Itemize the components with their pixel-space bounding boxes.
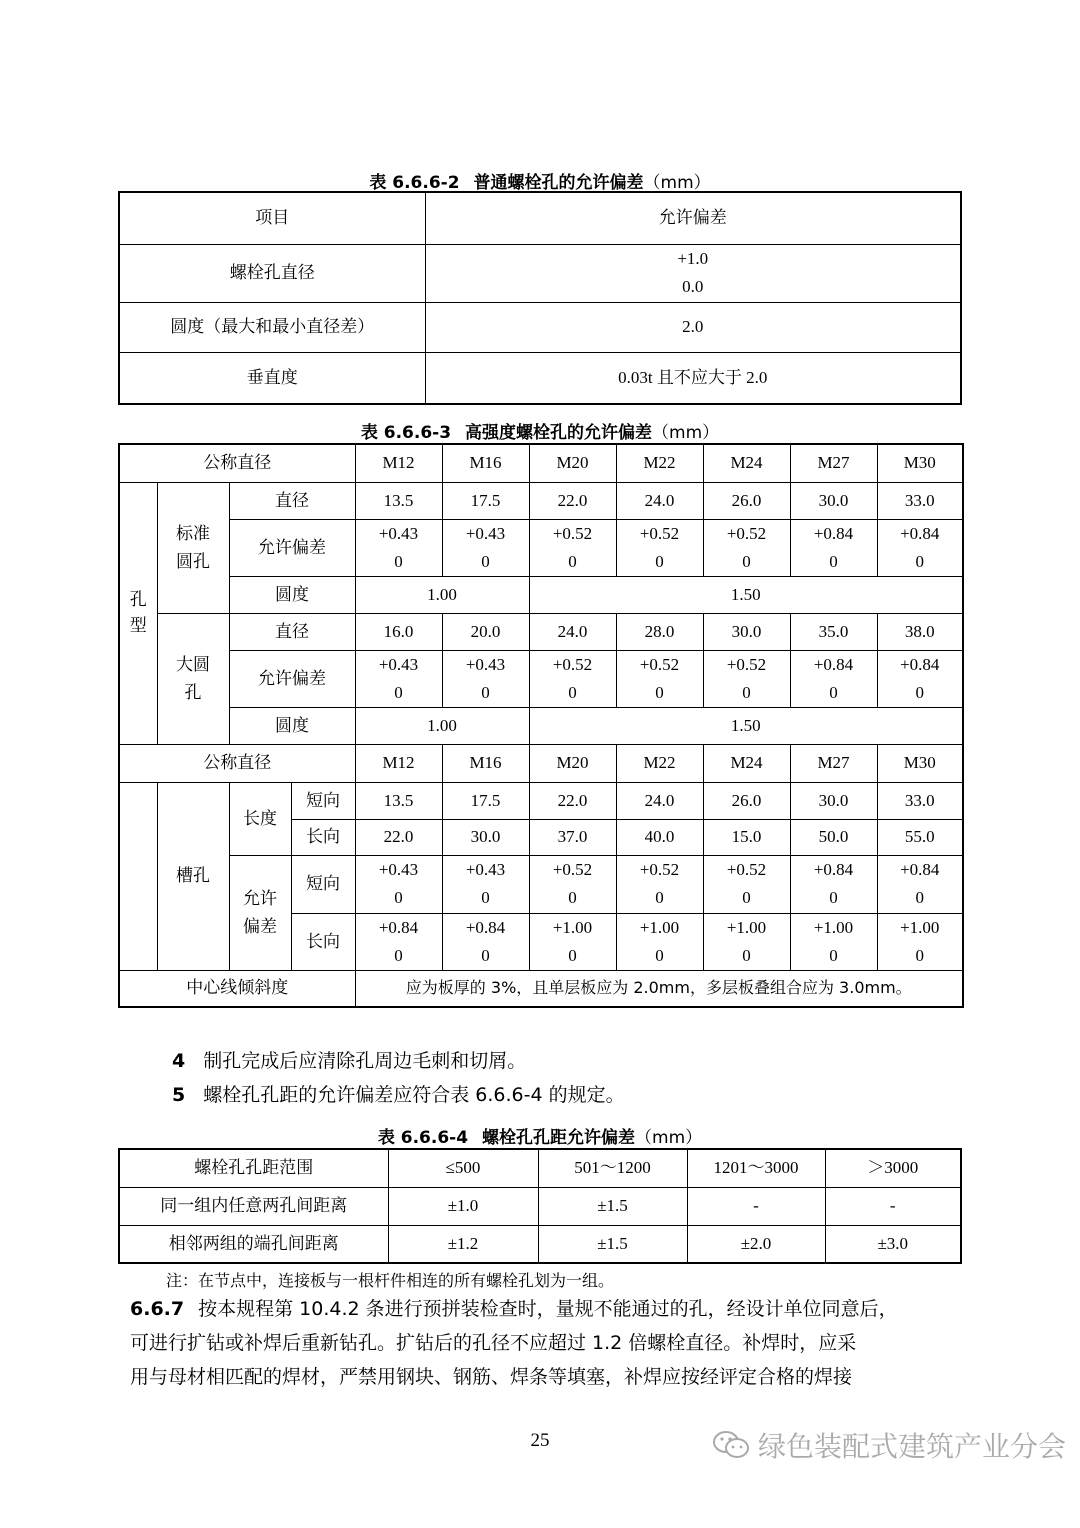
section-line-3: 用与母材相匹配的焊材，严禁用钢块、钢筋、焊条等填塞，补焊应按经评定合格的焊接 (130, 1366, 853, 1388)
table-row (119, 707, 963, 744)
size-cell: M27 (790, 744, 877, 782)
row-item: 垂直度 (119, 352, 425, 404)
tol-cell: +0.52 0 (616, 519, 703, 576)
tol-cell: +0.52 0 (703, 650, 790, 707)
table-6-6-6-3 (118, 443, 964, 1008)
table-note: 注：在节点中，连接板与一根杆件相连的所有螺栓孔划为一组。 (166, 1271, 615, 1290)
tol-cell: +1.00 0 (877, 913, 963, 970)
short-label: 短向 (291, 782, 355, 819)
table-row (119, 650, 963, 707)
table-row (119, 782, 963, 819)
tol-cell: +0.43 0 (442, 650, 529, 707)
table-row (119, 970, 963, 1007)
tol-cell: +0.84 0 (790, 855, 877, 913)
table-row (119, 576, 963, 613)
paragraph-4: 4 制孔完成后应清除孔周边毛刺和切屑。 (172, 1050, 527, 1072)
size-cell: M22 (616, 444, 703, 482)
tol-cell: +0.52 0 (616, 650, 703, 707)
tol-cell: +0.84 0 (790, 519, 877, 576)
section-line-2: 可进行扩钻或补焊后重新钻孔。扩钻后的孔径不应超过 1.2 倍螺栓直径。补焊时，应采 (130, 1332, 857, 1354)
value-cell: 20.0 (442, 613, 529, 650)
value-cell: 37.0 (529, 819, 616, 855)
header-cell: 501～1200 (538, 1149, 687, 1187)
header-cell: ≤500 (388, 1149, 538, 1187)
watermark (712, 1425, 1066, 1465)
tol-cell: +0.43 0 (442, 519, 529, 576)
section-6-6-7 (130, 1292, 956, 1394)
tol-cell: +0.84 0 (877, 650, 963, 707)
size-cell: M30 (877, 444, 963, 482)
centerline-value: 应为板厚的 3%，且单层板应为 2.0mm，多层板叠组合应为 3.0mm。 (355, 970, 963, 1007)
value-cell: - (825, 1187, 961, 1225)
table-row (119, 244, 961, 302)
table-header-row (119, 192, 961, 244)
section-line-1: 6.6.7 按本规程第 10.4.2 条进行预拼装检查时，量规不能通过的孔，经设计单位同意后， (130, 1298, 898, 1320)
table-caption-6-6-6-4: 表 6.6.6-4 螺栓孔孔距允许偏差（mm） (377, 1128, 703, 1148)
nominal-header-row (119, 444, 963, 482)
row-label: 同一组内任意两孔间距离 (119, 1187, 388, 1225)
tol-cell: +1.00 0 (703, 913, 790, 970)
value-cell: 22.0 (529, 782, 616, 819)
hole-type-label: 孔型 (119, 482, 157, 744)
tol-cell: +0.52 0 (616, 855, 703, 913)
row-value: 2.0 (425, 302, 961, 352)
slot-blank-cell (119, 782, 157, 970)
value-cell: ±2.0 (687, 1225, 825, 1263)
row-item: 螺栓孔直径 (119, 244, 425, 302)
tol-cell: +0.52 0 (529, 519, 616, 576)
long-label: 长向 (291, 913, 355, 970)
value-cell: 24.0 (616, 482, 703, 519)
tol-cell: +0.52 0 (529, 650, 616, 707)
diameter-label: 直径 (229, 613, 355, 650)
value-cell: 13.5 (355, 782, 442, 819)
value-cell: 26.0 (703, 482, 790, 519)
slot-tolerance-label: 允许偏差 (229, 855, 291, 970)
value-cell: 33.0 (877, 782, 963, 819)
page-number: 25 (530, 1430, 550, 1451)
roundness-value: 1.00 (355, 576, 529, 613)
value-cell: 30.0 (790, 482, 877, 519)
tol-cell: +0.43 0 (355, 855, 442, 913)
value-cell: 30.0 (790, 782, 877, 819)
row-label: 相邻两组的端孔间距离 (119, 1225, 388, 1263)
header-item: 项目 (119, 192, 425, 244)
value-cell: 16.0 (355, 613, 442, 650)
watermark-text: 绿色装配式建筑产业分会 (758, 1430, 1067, 1463)
table-caption-6-6-6-3: 表 6.6.6-3 高强度螺栓孔的允许偏差（mm） (360, 423, 720, 443)
value-cell: ±1.0 (388, 1187, 538, 1225)
row-value: +1.0 0.0 (425, 244, 961, 302)
size-cell: M16 (442, 444, 529, 482)
table-row (119, 613, 963, 650)
size-cell: M24 (703, 444, 790, 482)
value-cell: 13.5 (355, 482, 442, 519)
value-cell: 22.0 (529, 482, 616, 519)
tol-cell: +0.84 0 (877, 855, 963, 913)
value-cell: 28.0 (616, 613, 703, 650)
header-cell: ＞3000 (825, 1149, 961, 1187)
value-cell: 22.0 (355, 819, 442, 855)
size-cell: M24 (703, 744, 790, 782)
header-tolerance: 允许偏差 (425, 192, 961, 244)
table-row (119, 1187, 961, 1225)
nominal-header-row (119, 744, 963, 782)
value-cell: - (687, 1187, 825, 1225)
value-cell: 24.0 (529, 613, 616, 650)
value-cell: 35.0 (790, 613, 877, 650)
tol-cell: +1.00 0 (790, 913, 877, 970)
header-cell: 螺栓孔孔距范围 (119, 1149, 388, 1187)
nominal-label: 公称直径 (119, 444, 355, 482)
tol-cell: +0.52 0 (703, 855, 790, 913)
nominal-label: 公称直径 (119, 744, 355, 782)
tol-cell: +1.00 0 (616, 913, 703, 970)
roundness-label: 圆度 (229, 576, 355, 613)
size-cell: M20 (529, 744, 616, 782)
length-label: 长度 (229, 782, 291, 855)
value-cell: 38.0 (877, 613, 963, 650)
short-label: 短向 (291, 855, 355, 913)
value-cell: 24.0 (616, 782, 703, 819)
long-label: 长向 (291, 819, 355, 855)
roundness-value: 1.50 (529, 707, 963, 744)
value-cell: 30.0 (703, 613, 790, 650)
wechat-icon (712, 1429, 750, 1461)
value-cell: 17.5 (442, 782, 529, 819)
large-hole-label: 大圆孔 (157, 613, 229, 744)
table-row (119, 855, 963, 913)
value-cell: 40.0 (616, 819, 703, 855)
value-cell: 17.5 (442, 482, 529, 519)
tol-cell: +0.43 0 (355, 650, 442, 707)
tol-cell: +0.52 0 (703, 519, 790, 576)
paragraph-5: 5 螺栓孔孔距的允许偏差应符合表 6.6.6-4 的规定。 (172, 1084, 625, 1106)
size-cell: M12 (355, 444, 442, 482)
value-cell: ±1.2 (388, 1225, 538, 1263)
value-cell: 26.0 (703, 782, 790, 819)
tol-cell: +0.43 0 (355, 519, 442, 576)
roundness-value: 1.50 (529, 576, 963, 613)
roundness-label: 圆度 (229, 707, 355, 744)
table-caption-6-6-6-2: 表 6.6.6-2 普通螺栓孔的允许偏差（mm） (369, 173, 711, 193)
table-6-6-6-2 (118, 191, 962, 405)
tol-cell: +0.84 0 (442, 913, 529, 970)
size-cell: M16 (442, 744, 529, 782)
tol-cell: +0.52 0 (529, 855, 616, 913)
value-cell: ±1.5 (538, 1187, 687, 1225)
table-6-6-6-4 (118, 1148, 962, 1264)
table-header-row (119, 1149, 961, 1187)
tolerance-label: 允许偏差 (229, 519, 355, 576)
header-cell: 1201～3000 (687, 1149, 825, 1187)
tol-cell: +0.43 0 (442, 855, 529, 913)
row-value: 0.03t 且不应大于 2.0 (425, 352, 961, 404)
slot-hole-label: 槽孔 (157, 782, 229, 970)
size-cell: M20 (529, 444, 616, 482)
value-cell: 55.0 (877, 819, 963, 855)
size-cell: M12 (355, 744, 442, 782)
centerline-label: 中心线倾斜度 (119, 970, 355, 1007)
tol-cell: +0.84 0 (790, 650, 877, 707)
tol-cell: +0.84 0 (877, 519, 963, 576)
table-row (119, 352, 961, 404)
table-row (119, 302, 961, 352)
tolerance-label: 允许偏差 (229, 650, 355, 707)
value-cell: ±3.0 (825, 1225, 961, 1263)
tol-cell: +1.00 0 (529, 913, 616, 970)
tol-cell: +0.84 0 (355, 913, 442, 970)
row-item: 圆度（最大和最小直径差） (119, 302, 425, 352)
size-cell: M22 (616, 744, 703, 782)
diameter-label: 直径 (229, 482, 355, 519)
size-cell: M27 (790, 444, 877, 482)
standard-hole-label: 标准圆孔 (157, 482, 229, 613)
value-cell: 30.0 (442, 819, 529, 855)
roundness-value: 1.00 (355, 707, 529, 744)
value-cell: 50.0 (790, 819, 877, 855)
value-cell: ±1.5 (538, 1225, 687, 1263)
value-cell: 15.0 (703, 819, 790, 855)
table-row (119, 1225, 961, 1263)
table-row (119, 482, 963, 519)
size-cell: M30 (877, 744, 963, 782)
table-row (119, 519, 963, 576)
value-cell: 33.0 (877, 482, 963, 519)
